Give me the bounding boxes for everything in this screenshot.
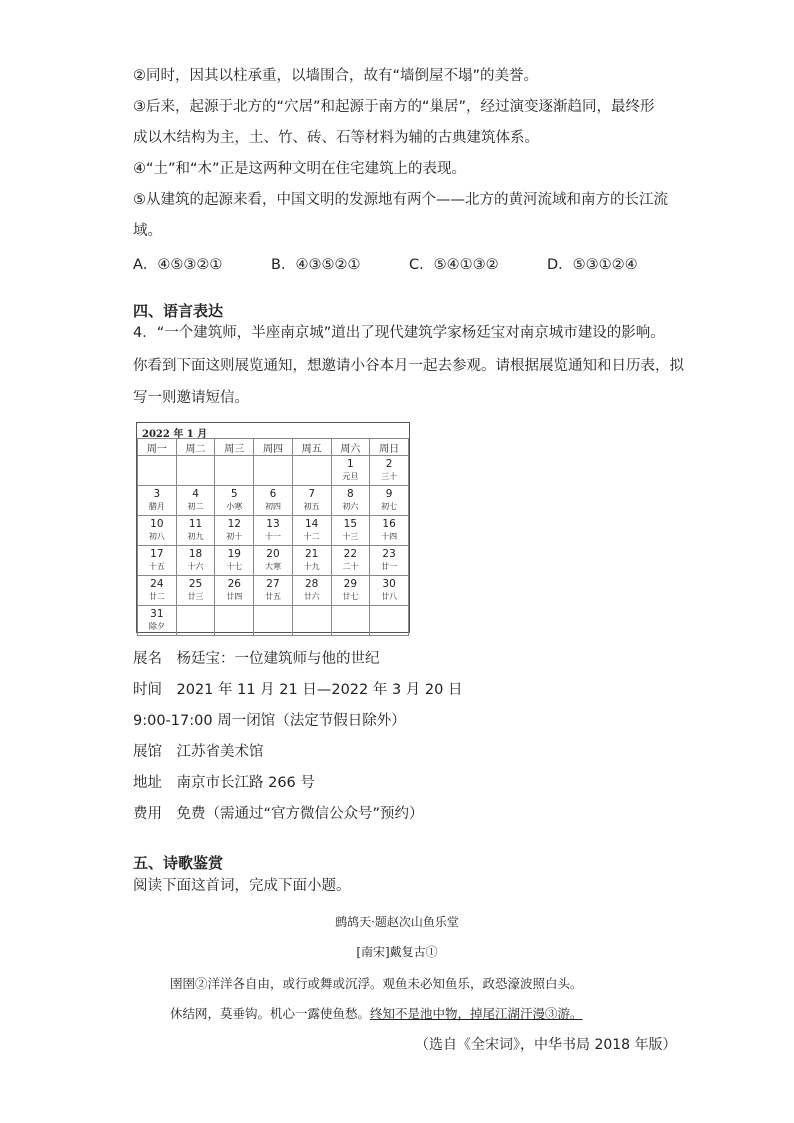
section5-heading: 五、诗歌鉴赏 <box>133 854 224 872</box>
poem-source: （选自《全宋词》，中华书局 2018 年版） <box>415 1037 677 1053</box>
q3-line-3a: ③后来，起源于北方的“穴居”和起源于南方的“巢居”，经过演变逐渐趋同，最终形 <box>133 99 655 115</box>
poem-line-1: 圉圉②洋洋各自由，或行或舞或沉浮。观鱼未必知鱼乐，政恐濠波照白头。 <box>170 976 583 991</box>
calendar-day-cell <box>370 546 409 576</box>
option-b[interactable]: B．④③⑤②① <box>271 257 361 273</box>
calendar-day-cell <box>254 516 293 546</box>
calendar-day-number: 11 <box>188 518 203 530</box>
calendar-day-cell <box>176 456 215 486</box>
calendar-day-cell <box>215 606 254 636</box>
calendar-day-cell <box>215 546 254 576</box>
calendar-day-number: 10 <box>150 518 164 530</box>
calendar-day-cell <box>292 546 331 576</box>
notice-hours: 9:00-17:00 周一闭馆（法定节假日除外） <box>133 713 406 729</box>
calendar-day-cell <box>176 516 215 546</box>
q3-line-5b: 域。 <box>133 223 162 239</box>
calendar-lunar-date: 初二 <box>187 502 204 511</box>
calendar-lunar-date: 除夕 <box>148 622 165 631</box>
calendar-lunar-date: 十五 <box>148 562 165 571</box>
q3-line-5a: ⑤从建筑的起源来看，中国文明的发源地有两个——北方的黄河流域和南方的长江流 <box>133 192 668 208</box>
calendar-week-row <box>138 516 409 546</box>
calendar-lunar-date: 十一 <box>264 532 281 541</box>
option-a[interactable]: A．④⑤③②① <box>133 257 223 273</box>
calendar-body <box>138 456 409 636</box>
calendar-day-number: 28 <box>304 578 319 590</box>
calendar-day-cell <box>176 576 215 606</box>
option-c[interactable]: C．⑤④①③② <box>409 257 499 273</box>
calendar-day-number: 4 <box>192 488 199 500</box>
calendar-lunar-date: 十二 <box>303 532 320 541</box>
calendar-lunar-date: 十七 <box>226 562 243 571</box>
calendar-lunar-date: 初九 <box>187 532 204 541</box>
calendar-day-number: 21 <box>304 548 319 560</box>
section5-intro: 阅读下面这首词，完成下面小题。 <box>133 878 351 894</box>
calendar-day-number: 1 <box>347 458 354 470</box>
calendar-lunar-date: 十九 <box>303 562 320 571</box>
poem-line-2-underlined: 终知不是池中物，掉尾江湖汗漫③游。 <box>370 1006 583 1021</box>
weekday-header: 周三 <box>215 439 254 456</box>
calendar-lunar-date: 廿三 <box>187 592 204 601</box>
calendar-day-number: 26 <box>227 578 241 590</box>
notice-fee: 费用 免费（需通过“官方微信公众号”预约） <box>133 806 424 822</box>
calendar-day-cell <box>176 606 215 636</box>
notice-venue: 展馆 江苏省美术馆 <box>133 744 264 760</box>
calendar-week-row <box>138 456 409 486</box>
calendar-day-number: 23 <box>382 548 396 560</box>
q3-line-2: ②同时，因其以柱承重，以墙围合，故有“墙倒屋不塌”的美誉。 <box>133 68 539 84</box>
notice-name: 展名 杨廷宝：一位建筑师与他的世纪 <box>133 651 380 667</box>
calendar-day-cell <box>370 456 409 486</box>
weekday-header: 周四 <box>254 439 293 456</box>
calendar-day-number: 30 <box>382 578 396 590</box>
calendar-day-number: 6 <box>269 488 277 500</box>
weekday-header: 周五 <box>292 439 331 456</box>
calendar-lunar-date: 廿二 <box>148 592 165 601</box>
calendar-day-cell <box>215 456 254 486</box>
calendar-day-number: 7 <box>308 488 315 500</box>
calendar-day-cell <box>292 456 331 486</box>
calendar-day-cell <box>138 606 177 636</box>
calendar-day-number: 17 <box>150 548 164 560</box>
calendar-day-cell <box>292 516 331 546</box>
q3-line-3b: 成以木结构为主，土、竹、砖、石等材料为辅的古典建筑体系。 <box>133 130 539 146</box>
calendar-day-number: 19 <box>227 548 241 560</box>
calendar-lunar-date: 元旦 <box>342 472 359 481</box>
calendar-day-cell <box>215 486 254 516</box>
calendar-day-cell <box>370 606 409 636</box>
calendar-day-number: 12 <box>227 518 241 530</box>
weekday-header: 周一 <box>138 439 177 456</box>
calendar <box>136 422 410 633</box>
calendar-day-cell <box>331 606 370 636</box>
calendar-day-cell <box>331 546 370 576</box>
calendar-day-cell <box>331 486 370 516</box>
calendar-day-cell <box>254 456 293 486</box>
calendar-day-cell <box>138 576 177 606</box>
calendar-week-row <box>138 486 409 516</box>
calendar-lunar-date: 廿一 <box>381 562 398 571</box>
calendar-day-number: 14 <box>304 518 319 530</box>
calendar-day-number: 16 <box>382 518 396 530</box>
calendar-day-number: 5 <box>230 488 238 500</box>
calendar-day-cell <box>254 576 293 606</box>
calendar-day-cell <box>138 456 177 486</box>
calendar-lunar-date: 小寒 <box>226 502 243 511</box>
calendar-day-number: 3 <box>153 488 161 500</box>
calendar-week-row <box>138 606 409 636</box>
option-d[interactable]: D．⑤③①②④ <box>547 257 638 273</box>
calendar-day-cell <box>254 546 293 576</box>
calendar-day-cell <box>331 516 370 546</box>
calendar-day-cell <box>176 546 215 576</box>
calendar-day-number: 9 <box>385 488 393 500</box>
calendar-day-cell <box>254 606 293 636</box>
calendar-day-cell <box>370 576 409 606</box>
weekday-header: 周日 <box>370 439 409 456</box>
calendar-lunar-date: 十四 <box>381 532 398 541</box>
calendar-day-cell <box>254 486 293 516</box>
calendar-week-row <box>138 576 409 606</box>
calendar-day-number: 29 <box>343 578 358 590</box>
calendar-lunar-date: 廿八 <box>381 592 398 601</box>
q4-line-1: 4．“一个建筑师，半座南京城”道出了现代建筑学家杨廷宝对南京城市建设的影响。 <box>133 325 665 341</box>
calendar-day-number: 24 <box>150 578 164 590</box>
calendar-day-number: 8 <box>347 488 354 500</box>
notice-address: 地址 南京市长江路 266 号 <box>133 775 315 791</box>
poem-line-2-plain: 休结网，莫垂钩。机心一露使鱼愁。 <box>170 1006 371 1021</box>
calendar-day-cell <box>138 516 177 546</box>
calendar-day-number: 13 <box>266 518 280 530</box>
calendar-day-cell <box>331 576 370 606</box>
calendar-title: 2022 年 1 月 <box>142 429 208 440</box>
calendar-lunar-date: 十六 <box>187 562 204 571</box>
calendar-day-cell <box>215 576 254 606</box>
weekday-header: 周二 <box>176 439 215 456</box>
calendar-lunar-date: 廿五 <box>264 592 281 601</box>
section4-heading: 四、语言表达 <box>133 302 224 320</box>
calendar-lunar-date: 初七 <box>381 502 398 511</box>
calendar-day-cell <box>138 546 177 576</box>
calendar-lunar-date: 廿四 <box>226 592 243 601</box>
calendar-day-number: 31 <box>150 608 164 620</box>
calendar-day-cell <box>138 486 177 516</box>
q3-line-4: ④“土”和“木”正是这两种文明在住宅建筑上的表现。 <box>133 161 467 177</box>
poem-line-2 <box>170 1004 583 1022</box>
calendar-day-number: 25 <box>188 578 203 590</box>
calendar-day-number: 20 <box>266 548 280 560</box>
q4-line-2: 你看到下面这则展览通知，想邀请小谷本月一起去参观。请根据展览通知和日历表，拟 <box>133 358 684 374</box>
calendar-lunar-date: 初八 <box>148 532 165 541</box>
calendar-day-cell <box>176 486 215 516</box>
calendar-grid <box>137 438 409 636</box>
calendar-lunar-date: 大寒 <box>264 562 281 571</box>
calendar-lunar-date: 十三 <box>342 532 359 541</box>
calendar-day-number: 27 <box>266 578 280 590</box>
calendar-day-cell <box>215 516 254 546</box>
q4-line-3: 写一则邀请短信。 <box>133 390 249 406</box>
calendar-day-cell <box>370 516 409 546</box>
calendar-lunar-date: 初五 <box>303 502 320 511</box>
calendar-lunar-date: 初六 <box>342 502 359 511</box>
calendar-lunar-date: 廿七 <box>342 592 359 601</box>
calendar-day-cell <box>292 486 331 516</box>
poem-title: 鹧鸪天·题赵次山鱼乐堂 <box>335 915 459 929</box>
calendar-lunar-date: 二十 <box>342 562 359 571</box>
notice-time: 时间 2021 年 11 月 21 日—2022 年 3 月 20 日 <box>133 682 463 698</box>
calendar-day-number: 2 <box>385 458 393 470</box>
calendar-week-row <box>138 546 409 576</box>
calendar-day-cell <box>292 576 331 606</box>
calendar-lunar-date: 初十 <box>226 532 243 541</box>
poem-author: [南宋]戴复古① <box>356 945 438 959</box>
calendar-day-number: 15 <box>343 518 358 530</box>
calendar-day-number: 18 <box>188 548 203 560</box>
calendar-day-cell <box>292 606 331 636</box>
calendar-day-cell <box>370 486 409 516</box>
calendar-day-cell <box>331 456 370 486</box>
calendar-lunar-date: 腊月 <box>148 502 165 511</box>
calendar-lunar-date: 三十 <box>381 472 398 481</box>
calendar-lunar-date: 廿六 <box>303 592 320 601</box>
calendar-lunar-date: 初四 <box>264 502 281 511</box>
weekday-header: 周六 <box>331 439 370 456</box>
calendar-day-number: 22 <box>343 548 358 560</box>
